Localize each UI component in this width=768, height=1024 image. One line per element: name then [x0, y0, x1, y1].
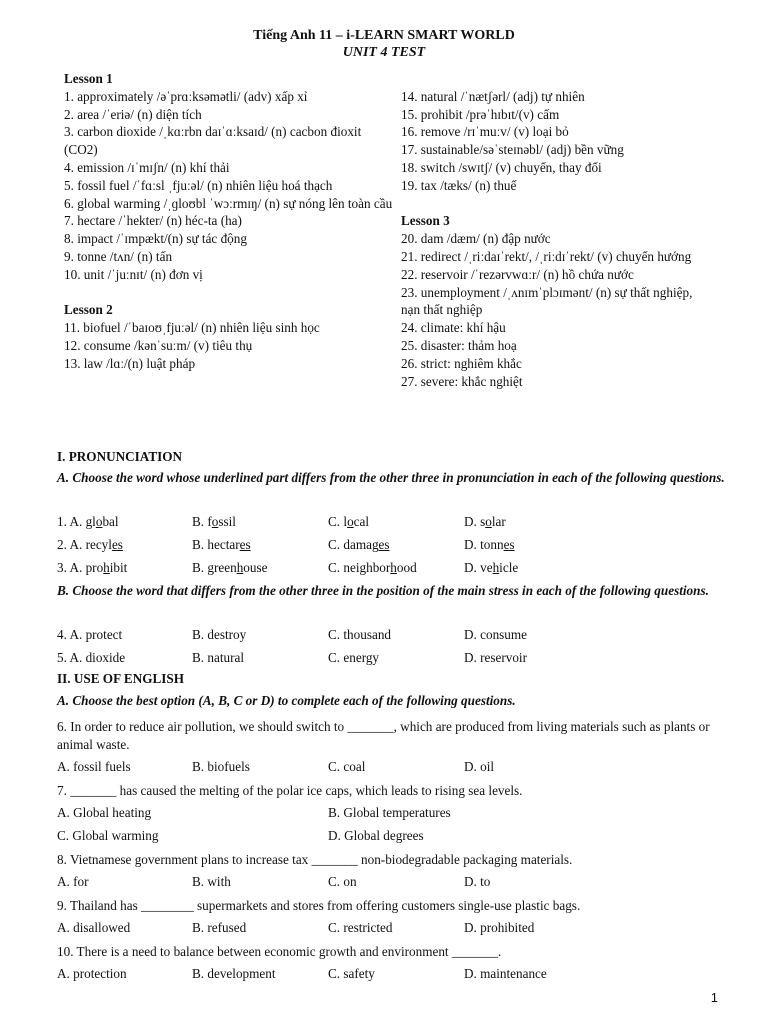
vocab-entry: 22. reservoir /ˈrezərvwɑːr/ (n) hồ chứa nước — [401, 266, 634, 282]
vocab-column-left — [64, 70, 394, 373]
question-1 — [57, 514, 747, 532]
option-d[interactable]: D. consume — [464, 627, 527, 642]
vocab-entry: 3. carbon dioxide /ˌkɑːrbn daɪˈɑːksaɪd/ (n) cacbon đioxit (CO2) — [64, 124, 362, 158]
document-subtitle: UNIT 4 TEST — [342, 45, 426, 60]
option-d[interactable]: D. tonnes — [464, 537, 515, 552]
option-d[interactable]: D. maintenance — [464, 966, 547, 981]
document-title: Tiếng Anh 11 – i-LEARN SMART WORLD — [253, 28, 515, 43]
vocab-entry: 16. remove /rɪˈmuːv/ (v) loại bỏ — [401, 124, 569, 140]
vocab-entry: 6. global warming /ˌɡloʊbl ˈwɔːrmɪŋ/ (n) sự nóng lên toàn cầu — [64, 195, 393, 211]
option-b[interactable]: B. biofuels — [192, 759, 250, 774]
vocab-entry: 13. law /lɑː/(n) luật pháp — [64, 355, 196, 371]
option-d[interactable]: D. reservoir — [464, 650, 527, 665]
vocab-entry: 24. climate: khí hậu — [401, 320, 506, 336]
option-d[interactable]: D. Global degrees — [328, 828, 424, 843]
question-5 — [57, 650, 747, 668]
vocab-entry: 2. area /ˈeriə/ (n) diện tích — [64, 106, 202, 122]
option-a[interactable]: A. protection — [57, 966, 127, 981]
option-d[interactable]: D. prohibited — [464, 920, 535, 935]
question-9-options — [57, 920, 747, 938]
vocab-entry: 14. natural /ˈnætʃərl/ (adj) tự nhiên — [401, 88, 585, 104]
question-7-text: 7. _______ has caused the melting of the polar ice caps, which leads to rising sea levels. — [57, 783, 523, 798]
option-a[interactable]: A. fossil fuels — [57, 759, 131, 774]
vocab-entry: 21. redirect /ˌriːdaɪˈrekt/, /ˌriːdɪˈrekt/ (v) chuyển hướng — [401, 248, 692, 264]
option-d[interactable]: D. oil — [464, 759, 495, 774]
vocab-entry: 10. unit /ˈjuːnɪt/ (n) đơn vị — [64, 266, 203, 282]
option-b[interactable]: B. destroy — [192, 627, 247, 642]
question-7-options-row2 — [57, 828, 747, 846]
question-9-text: 9. Thailand has ________ supermarkets and stores from offering customers single-use plastic bags. — [57, 898, 581, 913]
option-a[interactable]: 2. A. recyles — [57, 537, 123, 552]
section-use-of-english-title: II. USE OF ENGLISH — [57, 671, 185, 686]
option-b[interactable]: B. Global temperatures — [328, 805, 451, 820]
option-c[interactable]: C. restricted — [328, 920, 393, 935]
vocab-entry: 1. approximately /əˈprɑːksəmətli/ (adv) xấp xỉ — [64, 88, 308, 104]
option-b[interactable]: B. development — [192, 966, 276, 981]
option-a[interactable]: 4. A. protect — [57, 627, 123, 642]
vocab-entry: 25. disaster: thảm hoạ — [401, 337, 517, 353]
question-8-text: 8. Vietnamese government plans to increase tax _______ non-biodegradable packaging materials. — [57, 852, 573, 867]
vocab-entry: 26. strict: nghiêm khắc — [401, 355, 522, 371]
option-d[interactable]: D. solar — [464, 514, 506, 529]
option-d[interactable]: D. vehicle — [464, 560, 519, 575]
option-a[interactable]: 1. A. global — [57, 514, 119, 529]
option-a[interactable]: A. for — [57, 874, 89, 889]
option-c[interactable]: C. coal — [328, 759, 366, 774]
vocab-entry: 12. consume /kənˈsuːm/ (v) tiêu thụ — [64, 337, 253, 353]
vocab-entry: 5. fossil fuel /ˈfɑːsl ˌfjuːəl/ (n) nhiên liệu hoá thạch — [64, 177, 333, 193]
option-b[interactable]: B. with — [192, 874, 231, 889]
lesson-3-heading: Lesson 3 — [401, 213, 450, 229]
vocab-entry: 15. prohibit /prəˈhɪbɪt/(v) cấm — [401, 106, 560, 122]
option-c[interactable]: C. energy — [328, 650, 380, 665]
vocab-entry: 4. emission /ɪˈmɪʃn/ (n) khí thải — [64, 159, 230, 175]
question-8-options — [57, 874, 747, 892]
option-c[interactable]: C. neighborhood — [328, 560, 417, 575]
vocab-entry: 8. impact /ˈɪmpækt/(n) sự tác động — [64, 231, 247, 247]
instruction-pronunciation-a: A. Choose the word whose underlined part differs from the other three in pronunciation in each of the following questions. — [57, 470, 725, 485]
option-c[interactable]: C. damages — [328, 537, 390, 552]
option-c[interactable]: C. on — [328, 874, 357, 889]
option-a[interactable]: A. Global heating — [57, 805, 152, 820]
section-pronunciation-title: I. PRONUNCIATION — [57, 449, 183, 464]
vocab-entry: 19. tax /tæks/ (n) thuế — [401, 177, 517, 193]
vocab-entry: 23. unemployment /ˌʌnɪmˈplɔɪmənt/ (n) sự thất nghiệp, nạn thất nghiệp — [401, 284, 693, 318]
question-2 — [57, 537, 747, 555]
option-c[interactable]: C. local — [328, 514, 370, 529]
option-d[interactable]: D. to — [464, 874, 491, 889]
option-b[interactable]: B. greenhouse — [192, 560, 268, 575]
question-6-text: 6. In order to reduce air pollution, we should switch to _______, which are produced from living materials such as plants or animal waste. — [57, 719, 710, 752]
instruction-use-a: A. Choose the best option (A, B, C or D) to complete each of the following questions. — [57, 693, 516, 708]
vocab-entry: 27. severe: khắc nghiệt — [401, 373, 523, 389]
vocab-entry: 9. tonne /tʌn/ (n) tấn — [64, 248, 173, 264]
option-c[interactable]: C. Global warming — [57, 828, 159, 843]
option-c[interactable]: C. thousand — [328, 627, 392, 642]
vocab-entry: 17. sustainable/səˈsteɪnəbl/ (adj) bền vững — [401, 142, 624, 158]
question-10-options — [57, 966, 747, 984]
option-b[interactable]: B. refused — [192, 920, 247, 935]
vocab-entry: 20. dam /dæm/ (n) đập nước — [401, 231, 551, 247]
instruction-pronunciation-b: B. Choose the word that differs from the other three in the position of the main stress in each of the following questions. — [57, 583, 709, 598]
lesson-2-heading: Lesson 2 — [64, 302, 113, 318]
option-a[interactable]: A. disallowed — [57, 920, 131, 935]
option-a[interactable]: 3. A. prohibit — [57, 560, 128, 575]
question-4 — [57, 627, 747, 645]
option-b[interactable]: B. fossil — [192, 514, 236, 529]
question-6-options — [57, 759, 747, 777]
option-b[interactable]: B. hectares — [192, 537, 251, 552]
vocab-entry: 18. switch /swɪtʃ/ (v) chuyển, thay đổi — [401, 159, 602, 175]
vocab-entry: 11. biofuel /ˈbaɪoʊˌfjuːəl/ (n) nhiên liệu sinh học — [64, 320, 320, 336]
lesson-1-heading: Lesson 1 — [64, 71, 113, 86]
option-a[interactable]: 5. A. dioxide — [57, 650, 126, 665]
option-b[interactable]: B. natural — [192, 650, 245, 665]
vocab-entry: 7. hectare /ˈhekter/ (n) héc-ta (ha) — [64, 213, 242, 229]
question-7-options-row1 — [57, 805, 747, 823]
question-3 — [57, 560, 747, 578]
option-c[interactable]: C. safety — [328, 966, 375, 981]
page-number: 1 — [710, 990, 718, 1005]
question-10-text: 10. There is a need to balance between economic growth and environment _______. — [57, 944, 502, 959]
vocab-column-right — [401, 70, 701, 390]
